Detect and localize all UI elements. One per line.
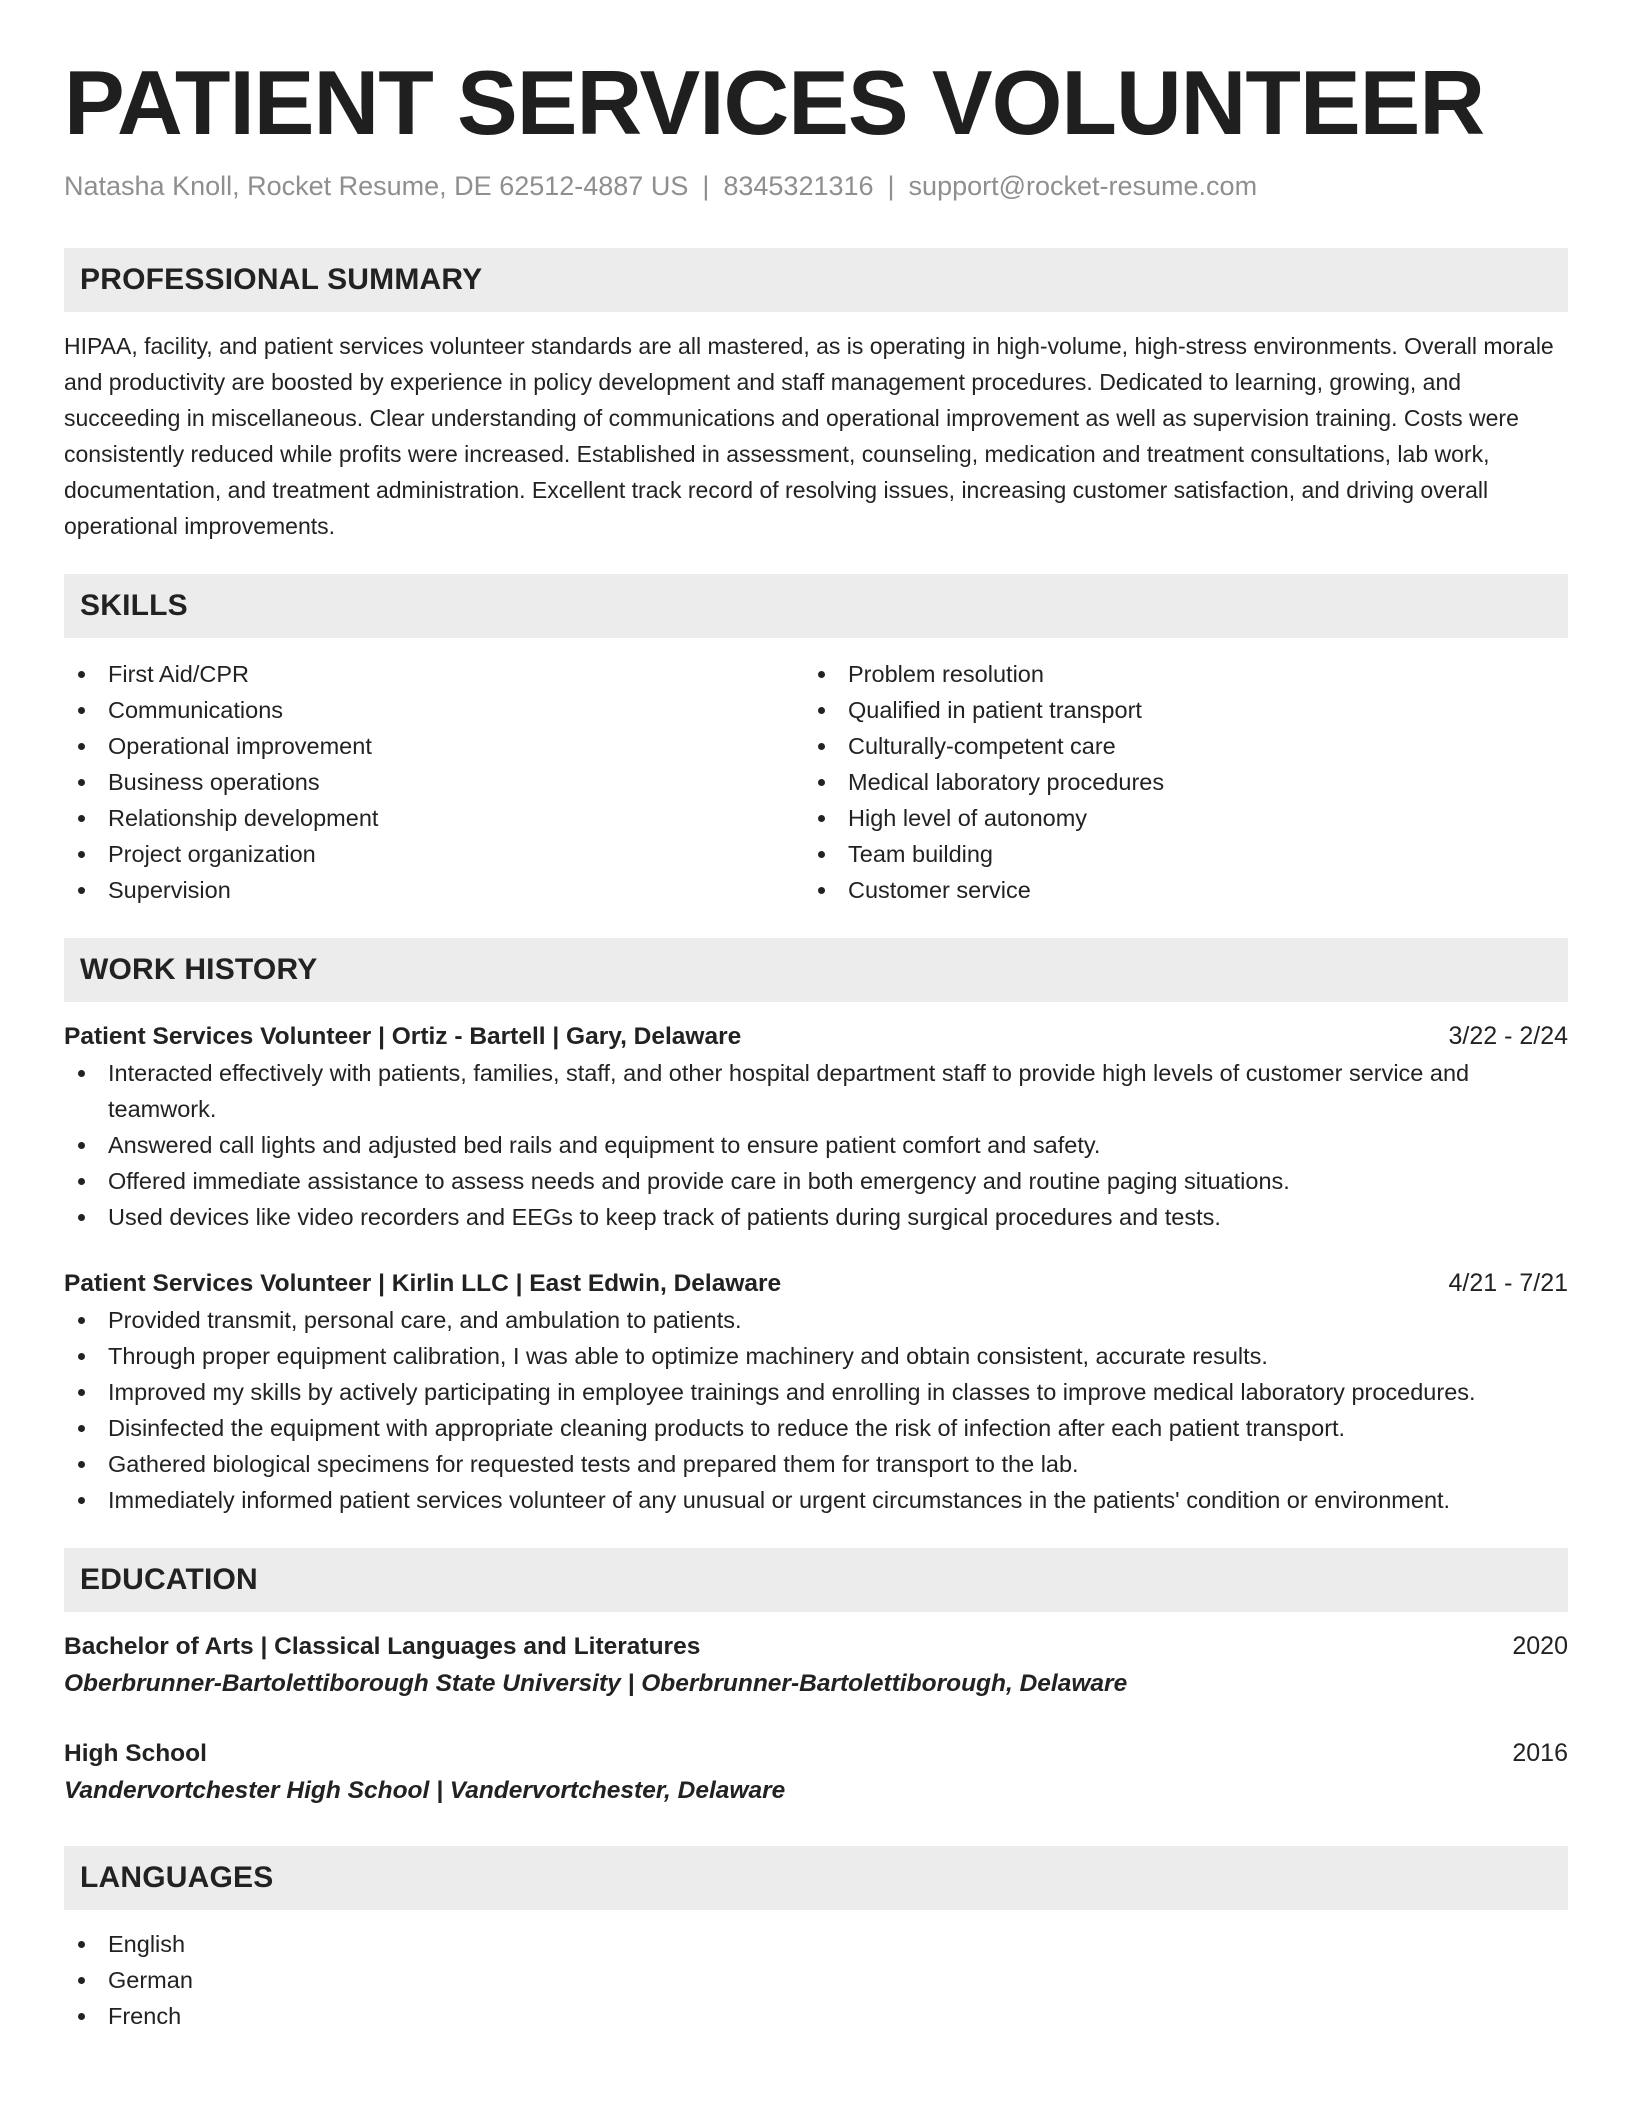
languages-list xyxy=(64,1926,1568,2034)
skill-item: Customer service xyxy=(804,872,1544,908)
job-bullet: Provided transmit, personal care, and ambulation to patients. xyxy=(64,1302,1568,1338)
job-bullets xyxy=(64,1302,1568,1518)
skill-item: Supervision xyxy=(64,872,804,908)
job-entry xyxy=(64,1265,1568,1518)
job-title: Patient Services Volunteer | Kirlin LLC | East Edwin, Delaware xyxy=(64,1270,782,1297)
contact-address: Natasha Knoll, Rocket Resume, DE 62512-4887 US xyxy=(64,171,689,201)
skill-item: Operational improvement xyxy=(64,728,804,764)
education-entry xyxy=(64,1735,1568,1810)
job-header xyxy=(64,1265,1568,1302)
section-heading-education: EDUCATION xyxy=(64,1548,1568,1612)
skill-item: Problem resolution xyxy=(804,656,1544,692)
language-item: French xyxy=(64,1998,1568,2034)
skill-item: Qualified in patient transport xyxy=(804,692,1544,728)
job-dates: 4/21 - 7/21 xyxy=(1448,1269,1568,1297)
section-heading-languages: LANGUAGES xyxy=(64,1846,1568,1910)
job-bullet: Answered call lights and adjusted bed rails and equipment to ensure patient comfort and safety. xyxy=(64,1127,1568,1163)
job-bullet: Interacted effectively with patients, families, staff, and other hospital department staff to provide high levels of customer service and teamwork. xyxy=(64,1055,1568,1127)
contact-separator: | xyxy=(702,171,710,201)
job-title: Patient Services Volunteer | Ortiz - Bartell | Gary, Delaware xyxy=(64,1023,742,1050)
summary-text: HIPAA, facility, and patient services volunteer standards are all mastered, as is operating in high-volume, high-stress environments. Overall morale and productivity are boosted by experience in policy development and staff management procedures. Dedicated to learning, growing, and succeeding in miscellaneous. Clear understanding of communications and operational improvement as well as supervision training. Costs were consistently reduced while profits were increased. Established in assessment, counseling, medication and treatment consultations, lab work, documentation, and treatment administration. Excellent track record of resolving issues, increasing customer satisfaction, and driving overall operational improvements. xyxy=(64,333,1554,539)
skills-list xyxy=(64,656,1568,908)
education-header xyxy=(64,1628,1568,1665)
skills-column-right xyxy=(804,656,1544,908)
skill-item: Business operations xyxy=(64,764,804,800)
job-bullets xyxy=(64,1055,1568,1235)
education-entry xyxy=(64,1628,1568,1703)
resume-title: PATIENT SERVICES VOLUNTEER xyxy=(64,53,1485,154)
education-header xyxy=(64,1735,1568,1772)
job-bullet: Improved my skills by actively participating in employee trainings and enrolling in classes to improve medical laboratory procedures. xyxy=(64,1374,1568,1410)
job-header xyxy=(64,1018,1568,1055)
job-entry xyxy=(64,1018,1568,1235)
job-bullet: Offered immediate assistance to assess needs and provide care in both emergency and routine paging situations. xyxy=(64,1163,1568,1199)
skill-item: Relationship development xyxy=(64,800,804,836)
language-item: German xyxy=(64,1962,1568,1998)
job-bullet: Used devices like video recorders and EEGs to keep track of patients during surgical procedures and tests. xyxy=(64,1199,1568,1235)
skill-item: Team building xyxy=(804,836,1544,872)
education-year: 2016 xyxy=(1512,1739,1568,1767)
contact-line xyxy=(64,166,1568,206)
job-bullet: Disinfected the equipment with appropriate cleaning products to reduce the risk of infection after each patient transport. xyxy=(64,1410,1568,1446)
education-degree: High School xyxy=(64,1740,207,1767)
skill-item: Culturally-competent care xyxy=(804,728,1544,764)
job-bullet: Through proper equipment calibration, I was able to optimize machinery and obtain consistent, accurate results. xyxy=(64,1338,1568,1374)
contact-email[interactable]: support@rocket-resume.com xyxy=(908,171,1258,201)
education-year: 2020 xyxy=(1512,1632,1568,1660)
contact-separator: | xyxy=(887,171,895,201)
skill-item: Medical laboratory procedures xyxy=(804,764,1544,800)
section-heading-work-history: WORK HISTORY xyxy=(64,938,1568,1002)
section-heading-summary: PROFESSIONAL SUMMARY xyxy=(64,248,1568,312)
contact-phone: 8345321316 xyxy=(723,171,874,201)
job-bullet: Immediately informed patient services volunteer of any unusual or urgent circumstances in the patients' condition or environment. xyxy=(64,1482,1568,1518)
section-heading-skills: SKILLS xyxy=(64,574,1568,638)
education-school: Oberbrunner-Bartolettiborough State University | Oberbrunner-Bartolettiborough, Delaware xyxy=(64,1670,1128,1697)
education-school: Vandervortchester High School | Vandervortchester, Delaware xyxy=(64,1777,786,1804)
skill-item: First Aid/CPR xyxy=(64,656,804,692)
skill-item: Communications xyxy=(64,692,804,728)
education-degree: Bachelor of Arts | Classical Languages and Literatures xyxy=(64,1633,701,1660)
language-item: English xyxy=(64,1926,1568,1962)
job-bullet: Gathered biological specimens for requested tests and prepared them for transport to the lab. xyxy=(64,1446,1568,1482)
skills-column-left xyxy=(64,656,804,908)
skill-item: Project organization xyxy=(64,836,804,872)
job-dates: 3/22 - 2/24 xyxy=(1448,1022,1568,1050)
skill-item: High level of autonomy xyxy=(804,800,1544,836)
